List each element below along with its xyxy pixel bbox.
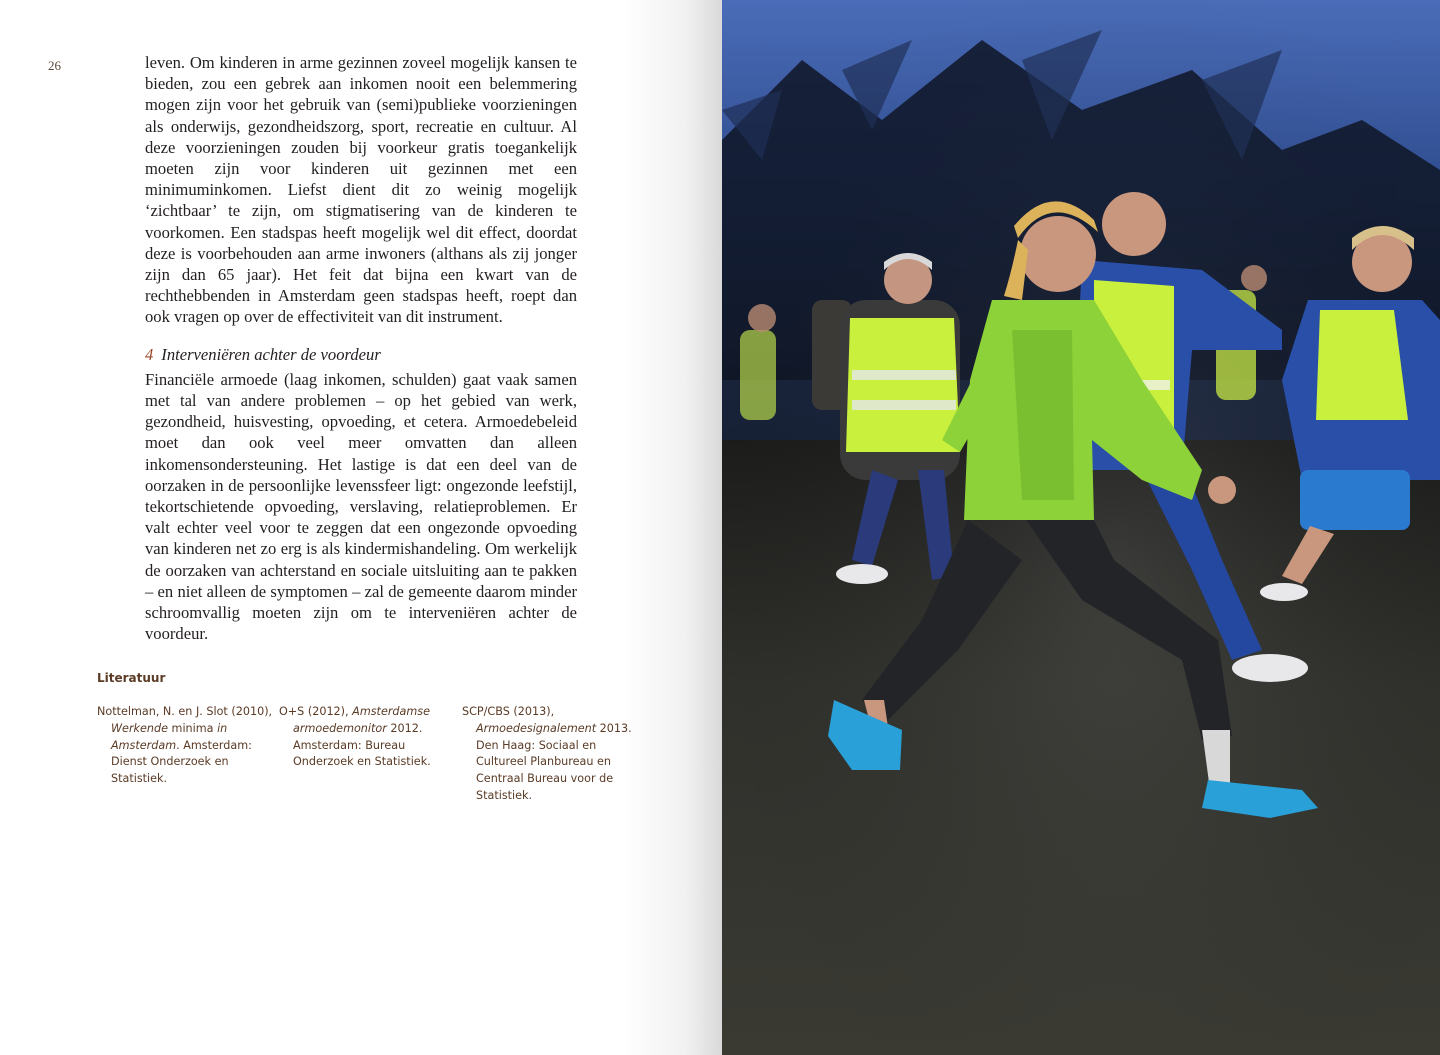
section-heading: [145, 344, 577, 365]
ref-2-title: Amsterdamse armoedemonitor: [293, 705, 430, 735]
ref-2-publisher: 2012. Amsterdam: Bureau Onderzoek en Statistiek.: [293, 721, 431, 769]
ref-3-title: Armoedesignalement: [476, 721, 597, 735]
body-text: [145, 52, 577, 644]
ref-1-title: Werkende: [111, 721, 168, 735]
literature-heading: Literatuur: [97, 671, 166, 685]
page-number: 26: [48, 58, 61, 73]
paragraph-2: Financiële armoede (laag inkomen, schulden) gaat vaak samen met tal van andere problemen – op het gebied van werk, gezondheid, huisvesting, opvoeding, et cetera. Armoedebeleid moet dan ook veel meer omvatten dan alleen inkomensondersteuning. Het lastige is dat een deel van de oorzaken in de persoonlijke levenssfeer ligt: ongezonde leefstijl, tekortschietende opvoeding, verslaving, relatieproblemen. Er valt echter veel voor te zeggen dat een ongezonde opvoeding van kinderen net zo erg is als kindermishandeling. Om werkelijk de oorzaken van achterstand en sociale uitsluiting aan te pakken – en niet alleen de symptomen – zal de gemeente daarom minder schroomvallig moeten zijn om te interveniëren achter de voordeur.: [145, 369, 577, 644]
right-page-photo: [722, 0, 1440, 1055]
ref-1-publisher: . Amsterdam: Dienst Onderzoek en Statistiek.: [111, 738, 252, 786]
ref-1-title-middle: minima: [171, 721, 214, 735]
paragraph-1: leven. Om kinderen in arme gezinnen zoveel mogelijk kansen te bieden, zou een gebrek aan inkomen nooit een belemmering mogen zijn voor het gebruik van (semi)publieke voorzieningen als onderwijs, gezondheidszorg, sport, recreatie en cultuur. Al deze voorzieningen zouden bij voorkeur gratis toegankelijk moeten zijn voor kinderen uit gezinnen met een minimuminkomen. Liefst dient dit zo weinig mogelijk ‘zichtbaar’ te zijn, om stigmatisering van de kinderen te voorkomen. Een stadspas heeft mogelijk wel dit effect, doordat deze is voorbehouden aan arme inwoners (althans als zij jonger zijn dan 65 jaar). Het feit dat bijna een kwart van de rechthebbenden in Amsterdam geen stadspas heeft, roept dan ook vragen op over de effectiviteit van dit instrument.: [145, 53, 577, 327]
reference-3: [462, 704, 634, 805]
ref-2-authors: O+S (2012),: [279, 705, 349, 718]
ref-3-publisher: 2013. Den Haag: Sociaal en Cultureel Planbureau en Centraal Bureau voor de Statistiek.: [476, 721, 632, 802]
ref-3-authors: SCP/CBS (2013),: [462, 705, 555, 718]
section-number: 4: [145, 344, 154, 364]
ref-1-authors: Nottelman, N. en J. Slot (2010),: [97, 705, 273, 718]
reference-2: [279, 704, 458, 771]
ref-1-title-end: in Amsterdam: [111, 721, 228, 752]
night-walkers-photo: [722, 0, 1440, 1055]
section-title: Interveniëren achter de voordeur: [161, 344, 381, 364]
reference-1: [97, 704, 276, 788]
